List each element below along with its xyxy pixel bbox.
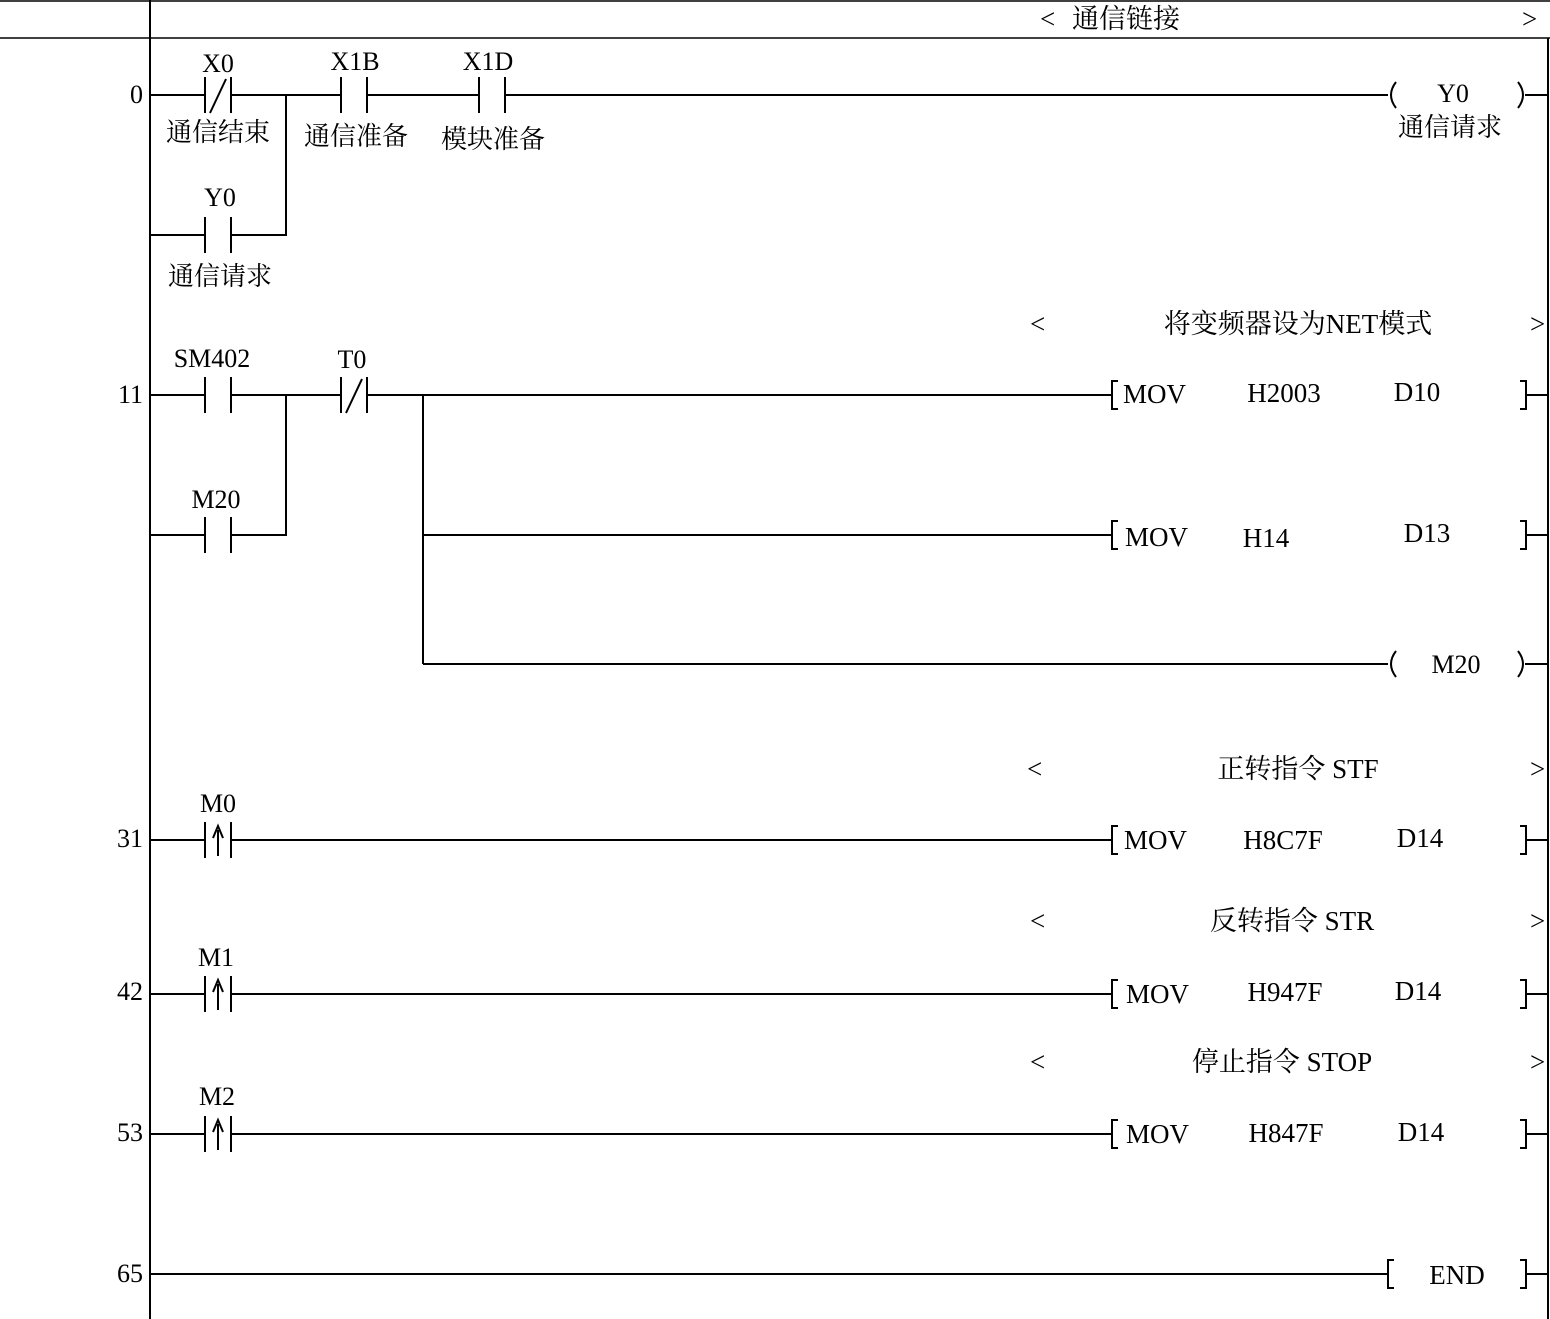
instruction-end — [1388, 1260, 1548, 1290]
instruction-op: MOV — [1126, 1119, 1190, 1149]
comment-text: 正转指令 STF — [1217, 754, 1379, 784]
contact-comment: 通信结束 — [165, 118, 271, 147]
instruction-dst: D14 — [1397, 1117, 1445, 1147]
instruction-src: H14 — [1242, 523, 1290, 553]
coil-device: Y0 — [1437, 79, 1469, 108]
comment-open-bracket: < — [1027, 754, 1043, 784]
rung-42 — [117, 906, 1548, 1012]
contact-device: X1B — [330, 47, 380, 76]
contact-device: X1D — [462, 47, 514, 76]
step-number: 0 — [130, 80, 143, 109]
instruction-mov-d10 — [1112, 377, 1548, 409]
rung-comment — [1030, 309, 1545, 339]
contact-device: M0 — [199, 789, 237, 818]
rung-0 — [130, 47, 1548, 291]
comment-open-bracket: < — [1030, 309, 1046, 339]
comment-text: 反转指令 STR — [1209, 906, 1375, 936]
rung-31 — [117, 754, 1548, 858]
wire — [231, 95, 286, 235]
contact-device: M2 — [198, 1082, 236, 1111]
instruction-src: H2003 — [1247, 378, 1321, 408]
rung-comment — [1030, 1047, 1545, 1077]
step-number: 42 — [117, 977, 143, 1006]
instruction-dst: D14 — [1394, 976, 1442, 1006]
step-number: 65 — [117, 1259, 143, 1288]
comment-close-bracket: > — [1530, 309, 1546, 339]
contact-comment: 通信请求 — [167, 262, 273, 291]
instruction-mov-d13 — [1112, 518, 1548, 553]
rung-65 — [117, 1259, 1548, 1290]
header-close-bracket: > — [1522, 4, 1538, 34]
step-number: 31 — [117, 824, 143, 853]
instruction-dst: D13 — [1403, 518, 1451, 548]
contact-y0 — [168, 183, 272, 291]
header-open-bracket: < — [1040, 4, 1056, 34]
instruction-src: H8C7F — [1243, 825, 1323, 855]
step-number: 11 — [117, 380, 143, 409]
contact-m20 — [191, 485, 240, 553]
contact-x1d — [441, 47, 545, 154]
instruction-mov-d14-stf — [1112, 823, 1548, 855]
instruction-src: H947F — [1247, 977, 1323, 1007]
comment-close-bracket: > — [1530, 754, 1546, 784]
instruction-op: MOV — [1125, 522, 1189, 552]
contact-device: M20 — [191, 485, 241, 514]
contact-comment: 通信准备 — [303, 122, 409, 151]
contact-m2 — [199, 1082, 235, 1152]
contact-sm402 — [174, 344, 251, 413]
comment-text: 将变频器设为NET模式 — [1163, 309, 1433, 339]
instruction-op: MOV — [1123, 379, 1187, 409]
coil-y0 — [1391, 79, 1523, 142]
instruction-mov-d14-stop — [1112, 1117, 1548, 1149]
contact-device: M1 — [197, 943, 235, 972]
instruction-src: H847F — [1248, 1118, 1324, 1148]
contact-comment: 模块准备 — [440, 125, 546, 154]
rung-comment — [1030, 906, 1545, 936]
contact-m0 — [200, 789, 236, 858]
rung-comment — [1027, 754, 1545, 784]
comment-close-bracket: > — [1530, 1047, 1546, 1077]
header-title: 通信链接 — [1072, 4, 1180, 34]
comment-open-bracket: < — [1030, 906, 1046, 936]
contact-device: Y0 — [204, 183, 236, 212]
instruction-op: END — [1429, 1260, 1485, 1290]
coil-comment: 通信请求 — [1397, 113, 1503, 142]
coil-device: M20 — [1431, 650, 1481, 679]
step-number: 53 — [117, 1118, 143, 1147]
instruction-dst: D10 — [1393, 377, 1441, 407]
contact-device: SM402 — [173, 344, 251, 373]
instruction-op: MOV — [1124, 825, 1188, 855]
rung-53 — [117, 1047, 1548, 1152]
contact-x1b — [304, 47, 408, 151]
coil-m20 — [1391, 650, 1523, 679]
instruction-op: MOV — [1126, 979, 1190, 1009]
instruction-dst: D14 — [1396, 823, 1444, 853]
comment-close-bracket: > — [1530, 906, 1546, 936]
comment-open-bracket: < — [1030, 1047, 1046, 1077]
comment-text: 停止指令 STOP — [1191, 1047, 1373, 1077]
contact-x0 — [166, 49, 270, 147]
contact-device: T0 — [337, 345, 367, 374]
wire — [231, 395, 286, 535]
rung-11 — [118, 309, 1548, 679]
instruction-mov-d14-str — [1112, 976, 1548, 1009]
contact-m1 — [198, 943, 234, 1012]
contact-t0 — [338, 345, 367, 413]
contact-device: X0 — [202, 49, 234, 78]
